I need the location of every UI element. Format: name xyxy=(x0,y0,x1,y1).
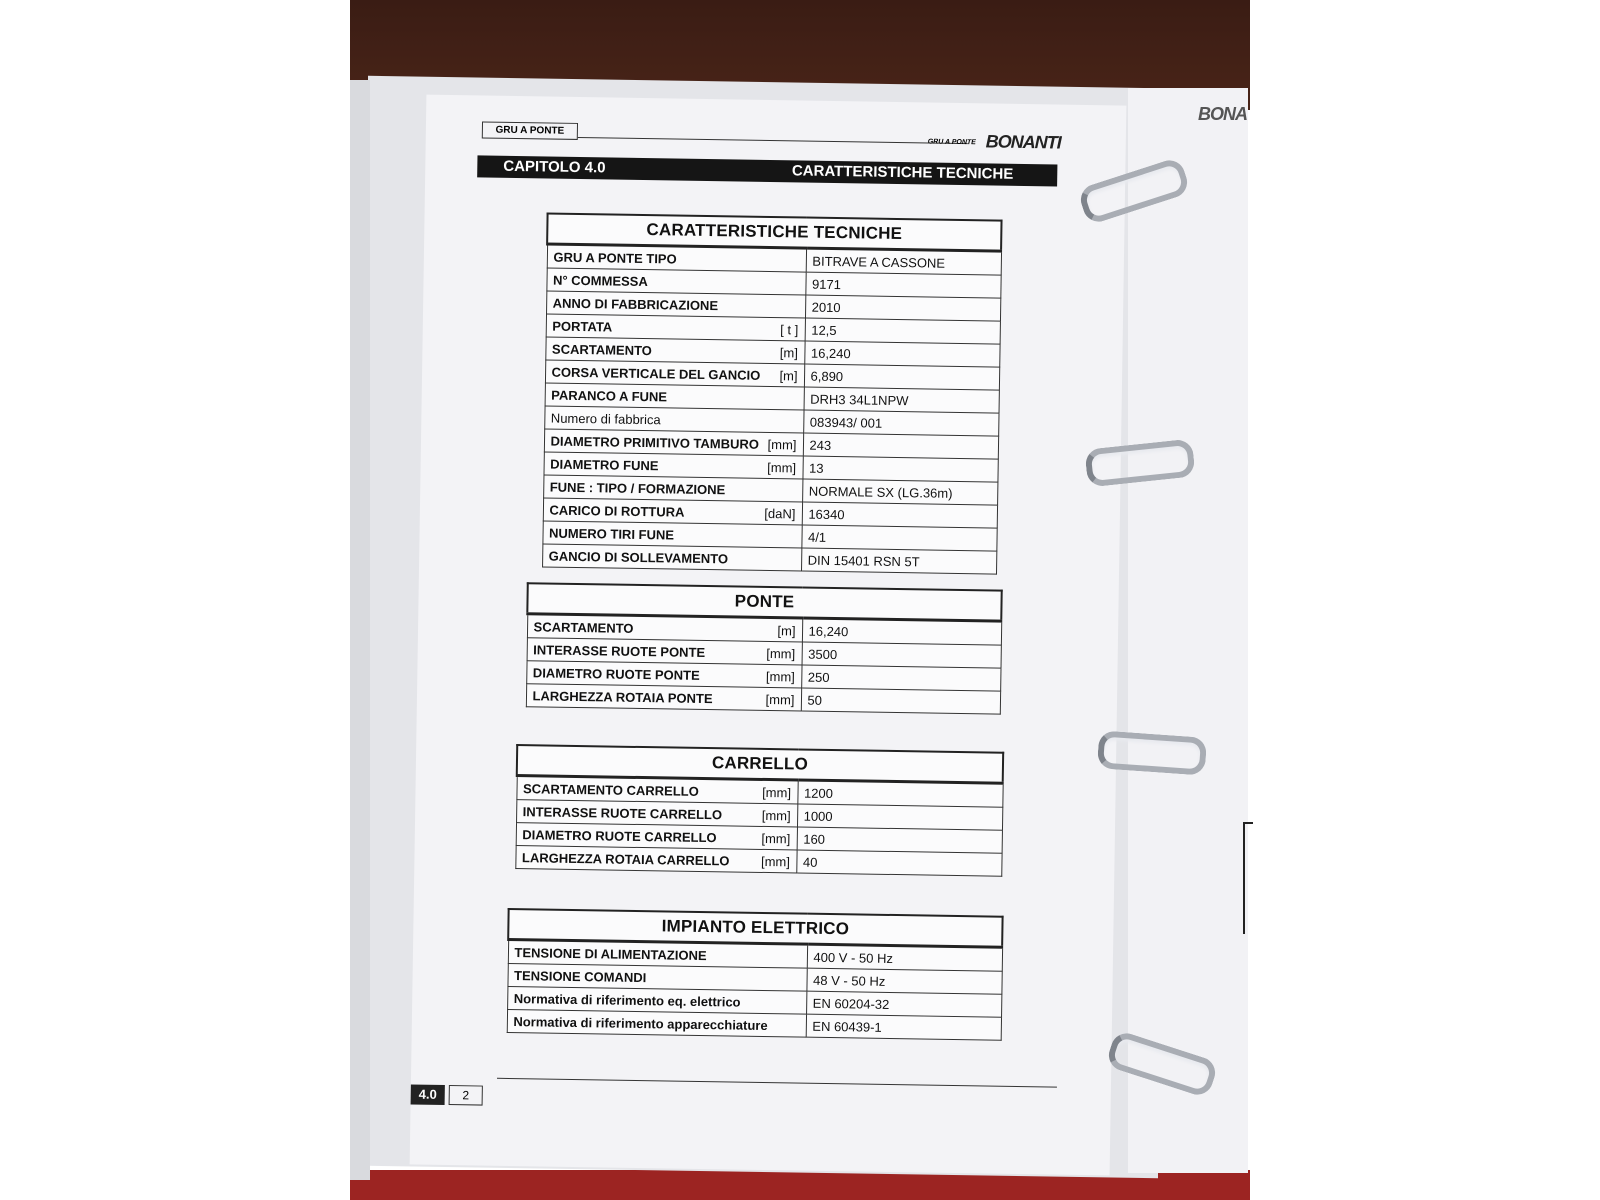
impianto-title: IMPIANTO ELETTRICO xyxy=(508,909,1002,947)
row-value: 13 xyxy=(802,456,997,482)
right-background xyxy=(1250,0,1600,1200)
row-label: PORTATA [ t ] xyxy=(546,314,805,341)
row-value: 2010 xyxy=(805,295,1000,321)
row-label: DIAMETRO RUOTE CARRELLO [mm] xyxy=(516,823,797,850)
row-value: 16340 xyxy=(802,502,997,528)
ponte-table xyxy=(525,582,1003,714)
row-value: 50 xyxy=(801,688,1000,714)
row-value: 243 xyxy=(803,433,998,459)
chapter-number: CAPITOLO 4.0 xyxy=(503,157,606,177)
document-page xyxy=(410,95,1127,1176)
carrello-table xyxy=(514,744,1004,877)
next-page-table-edge xyxy=(1243,822,1253,934)
row-value: 4/1 xyxy=(801,525,996,551)
row-label: DIAMETRO FUNE [mm] xyxy=(543,452,802,479)
row-label: Numero di fabbrica xyxy=(544,406,803,433)
carrello-title: CARRELLO xyxy=(517,745,1003,783)
row-label: FUNE : TIPO / FORMAZIONE xyxy=(543,475,802,502)
brand-subtitle: GRU A PONTE xyxy=(927,138,976,147)
row-label: GRU A PONTE TIPO xyxy=(547,244,806,272)
row-value: EN 60204-32 xyxy=(806,991,1001,1017)
row-value: NORMALE SX (LG.36m) xyxy=(802,479,997,505)
row-value: BITRAVE A CASSONE xyxy=(806,248,1001,275)
row-label: INTERASSE RUOTE PONTE [mm] xyxy=(527,638,802,665)
row-value: 083943/ 001 xyxy=(803,410,998,436)
left-background xyxy=(0,0,350,1200)
next-page-brand-logo: BONA xyxy=(1198,104,1247,124)
row-value: EN 60439-1 xyxy=(806,1014,1001,1040)
row-label: SCARTAMENTO [m] xyxy=(545,337,804,364)
row-value: DIN 15401 RSN 5T xyxy=(801,548,996,574)
row-label: LARGHEZZA ROTAIA PONTE [mm] xyxy=(526,684,801,711)
footer-page-number: 2 xyxy=(449,1085,483,1106)
row-label: NUMERO TIRI FUNE xyxy=(542,521,801,548)
header-rule xyxy=(578,137,968,144)
row-label: CARICO DI ROTTURA [daN] xyxy=(543,498,802,525)
row-label: Normativa di riferimento apparecchiature xyxy=(507,1009,806,1037)
row-value: 1000 xyxy=(797,804,1002,830)
row-label: TENSIONE DI ALIMENTAZIONE xyxy=(508,939,807,968)
footer-rule xyxy=(497,1078,1057,1088)
row-label: SCARTAMENTO [m] xyxy=(527,614,802,642)
row-label: DIAMETRO RUOTE PONTE [mm] xyxy=(526,661,801,688)
ponte-title: PONTE xyxy=(527,583,1001,621)
row-label: ANNO DI FABBRICAZIONE xyxy=(546,291,805,318)
row-label: CORSA VERTICALE DEL GANCIO [m] xyxy=(545,360,804,387)
chapter-bar xyxy=(477,155,1057,186)
doc-label: GRU A PONTE xyxy=(482,121,578,140)
next-page-edge xyxy=(1128,88,1248,1173)
row-label: DIAMETRO PRIMITIVO TAMBURO [mm] xyxy=(544,429,803,456)
row-value: 6,890 xyxy=(804,364,999,390)
row-value: 9171 xyxy=(805,272,1000,298)
row-value: 16,240 xyxy=(802,618,1001,645)
binder-spine xyxy=(350,80,370,1180)
row-value: 16,240 xyxy=(804,341,999,367)
chapter-title: CARATTERISTICHE TECNICHE xyxy=(791,162,1014,183)
row-label: GANCIO DI SOLLEVAMENTO xyxy=(542,544,801,571)
row-value: 400 V - 50 Hz xyxy=(807,944,1002,971)
caratteristiche-table xyxy=(541,212,1003,574)
brand-logo: BONANTI xyxy=(985,131,1061,153)
row-value: 3500 xyxy=(802,642,1001,668)
caratteristiche-title: CARATTERISTICHE TECNICHE xyxy=(547,213,1001,251)
row-value: 250 xyxy=(801,665,1000,691)
row-value: 48 V - 50 Hz xyxy=(806,968,1001,994)
row-value: DRH3 34L1NPW xyxy=(804,387,999,413)
row-label: TENSIONE COMANDI xyxy=(507,963,806,991)
row-value: 40 xyxy=(796,850,1001,876)
impianto-table xyxy=(506,908,1004,1041)
row-value: 1200 xyxy=(797,780,1002,807)
row-label: PARANCO A FUNE xyxy=(545,383,804,410)
row-label: Normativa di riferimento eq. elettrico xyxy=(507,986,806,1014)
row-value: 12,5 xyxy=(805,318,1000,344)
row-label: INTERASSE RUOTE CARRELLO [mm] xyxy=(516,800,797,827)
row-label: SCARTAMENTO CARRELLO [mm] xyxy=(516,776,797,804)
row-label: LARGHEZZA ROTAIA CARRELLO [mm] xyxy=(515,846,796,873)
binder-ring xyxy=(1097,730,1207,775)
footer-section-number: 4.0 xyxy=(411,1084,445,1105)
row-label: N° COMMESSA xyxy=(546,268,805,295)
row-value: 160 xyxy=(797,827,1002,853)
